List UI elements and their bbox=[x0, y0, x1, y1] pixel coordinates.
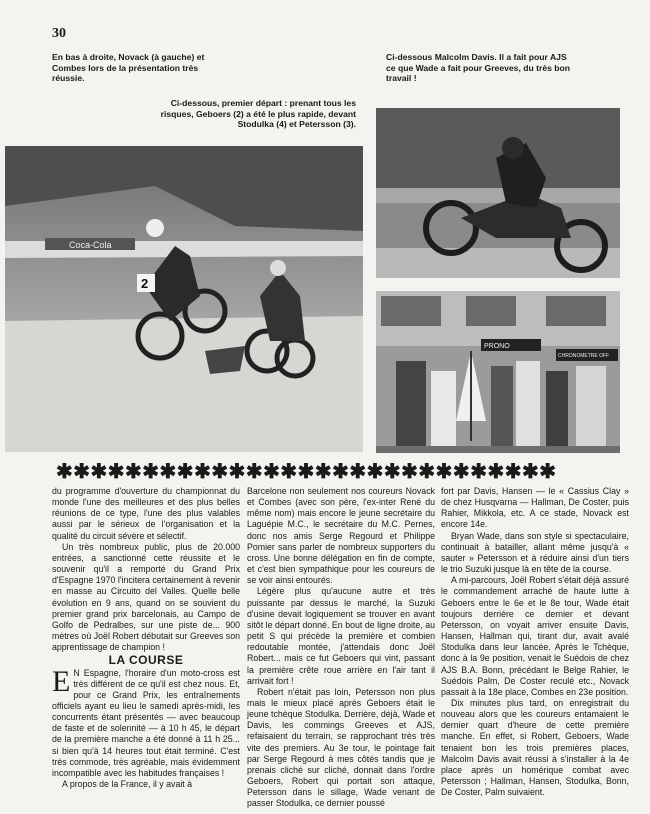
col1-paragraph-4: A propos de la France, il y avait à bbox=[62, 779, 193, 790]
col1-paragraph-1: du programme d'ouverture du championnat du monde l'une des meilleures et des plus belles réunions de ce type, l'une des plus valables aussi par le sérieux de l'organisation et la qualité du circuit sévère et sélectif. bbox=[52, 486, 240, 541]
col3-paragraph-1: fort par Davis, Hansen — le « Cassius Clay » de chez Husqvarna — Hallman, De Coster, puis Rahier, Mikkola, etc. A ce stade, Novack est encore 14e. bbox=[441, 486, 629, 530]
coca-cola-banner: Coca-Cola bbox=[69, 240, 112, 250]
page-number: 30 bbox=[52, 26, 66, 41]
article-column-1 bbox=[52, 486, 240, 790]
section-heading: LA COURSE bbox=[108, 653, 184, 668]
prono-banner: PRONO bbox=[484, 343, 510, 350]
photo-presentation bbox=[376, 291, 620, 453]
article-column-2 bbox=[247, 486, 435, 810]
col2-paragraph-3: Robert n'était pas loin, Petersson non plus mais le mieux placé après Geboers était le jeune tchèque Stodulka. Derrière, déjà, Wade et Davis, les commings Greeves et AJS, refaisaient du terrain, se rapprochant très très vite des premiers. Au 3e tour, le pointage fait par Serge Regourd à mes côtés tandis que je prenais cliché sur cliché, donnait dans l'ordre Geboers, Robert qui portait son attaque, Petersson dans le sillage, Wade venant de passer Stodulka, ce dernier poussé bbox=[247, 686, 435, 809]
col3-paragraph-3: A mi-parcours, Joël Robert s'était déjà assuré le commandement arraché de haute lutte à Geboers entre le 6e et le 8e tour, Wade était toujours derrière ce dernier et devant Petersson, on voyait arriver ensuite Davis, Hansen, Hallman qui, tirant dur, avait avalé Stodulka dans leur lancée. Après le Tchèque, donc à la 9e position, venait le Suédois de chez AJS B.A. Bonn, précédant le Belge Rahier, le Suédois Palm, De Coster reculé etc., Novack passait à la 18e place, Combes en 23e position. bbox=[441, 575, 629, 697]
drop-cap: E bbox=[52, 664, 71, 698]
star-separator: ✱✱✱✱✱✱✱✱✱✱✱✱✱✱✱✱✱✱✱✱✱✱✱✱✱✱✱✱✱ bbox=[56, 461, 557, 483]
caption-top-right: Ci-dessous Malcolm Davis. Il a fait pour AJS ce que Wade a fait pour Greeves, du très bon travail ! bbox=[386, 52, 571, 83]
article-column-3 bbox=[441, 486, 629, 798]
photo-race-start bbox=[5, 146, 363, 452]
col1-paragraph-3: N Espagne, l'horaire d'un moto-cross est très différent de ce qu'il est chez nous. Et, pour ce Grand Prix, les entraînements officiels ayant eu lieu le samedi après-midi, les concurrents étant présentés — avec beaucoup de faste et de solennité — à 10 h 45, le départ de la première manche a été donné à 11 h 25... si bien qu'à 14 heures tout était terminé. C'est très commode, très agréable, mais évidemment incompatible avec les habitudes françaises ! bbox=[52, 667, 240, 778]
photo-malcolm-davis bbox=[376, 108, 620, 278]
caption-middle-left: Ci-dessous, premier départ : prenant tous les risques, Geboers (2) a été le plus rapide, devant Stodulka (4) et Petersson (3). bbox=[160, 98, 356, 129]
col2-paragraph-1: Barcelone non seulement nos coureurs Novack et Combes (avec son père, l'ex-inter René du même nom) mais encore le jeune secrétaire du Laguépie M.C., le secrétaire du M.C. Pernes, donc nos amis Serge Regourd et Philippe Pomier sans parler de nombreux supporters du cross. Une bonne délégation en fin de compte, et c'est bien sympathique pour les coureurs de se voir ainsi entourés. bbox=[247, 486, 435, 586]
col3-paragraph-2: Bryan Wade, dans son style si spectaculaire, continuait à batailler, allant même jusqu'à « sauter » Petersson et à réduire ainsi d'un tiers le trio Suzuki jusque là en tête de la course. bbox=[441, 530, 629, 575]
col2-paragraph-2: Légère plus qu'aucune autre et très puissante par dessus le marché, la Suzuki d'usine devait logiquement se trouver en avant sitôt le départ donné. En bout de ligne droite, au petit S qui précède la première et combien redoutable montée, j'attendais donc Joël Robert... mais ce fut Geboers qui vint, passant la première crête roue arrière en l'air tant il arrivait fort ! bbox=[247, 586, 435, 686]
rider-number: 2 bbox=[141, 276, 149, 291]
col1-paragraph-2: Un très nombreux public, plus de 20.000 entrées, a sanctionné cette réussite et le souvenir qu'il a remporté du Grand Prix d'Espagne 1970 l'incitera certainement à revenir en masse au Circuito del Valles. Quelle belle évolution en 9 ans, quand on se souvient du premier grand prix barcelonais, au Campo de Golfo de Pedralbes, sur une piste de... 900 mètres où Joël Robert débutait sur Greeves son apprentissage de champion ! bbox=[52, 541, 240, 653]
chrono-banner: CHRONOMETRE OFF bbox=[558, 353, 610, 359]
col3-paragraph-4: Dix minutes plus tard, on enregistrait du nouveau alors que les coureurs entamaient le dernier quart d'heure de cette première manche. En effet, si Robert, Geboers, Wade tenaient bon les trois premières places, Malcolm Davis avait réussi à s'installer à la 4e place après un homérique combat avec Petersson ; Hallman, Hansen, Stodulka, Bonn, De Coster, Palm suivaient. bbox=[441, 697, 629, 798]
caption-top-left: En bas à droite, Novack (à gauche) et Combes lors de la présentation très réussie. bbox=[52, 52, 205, 83]
